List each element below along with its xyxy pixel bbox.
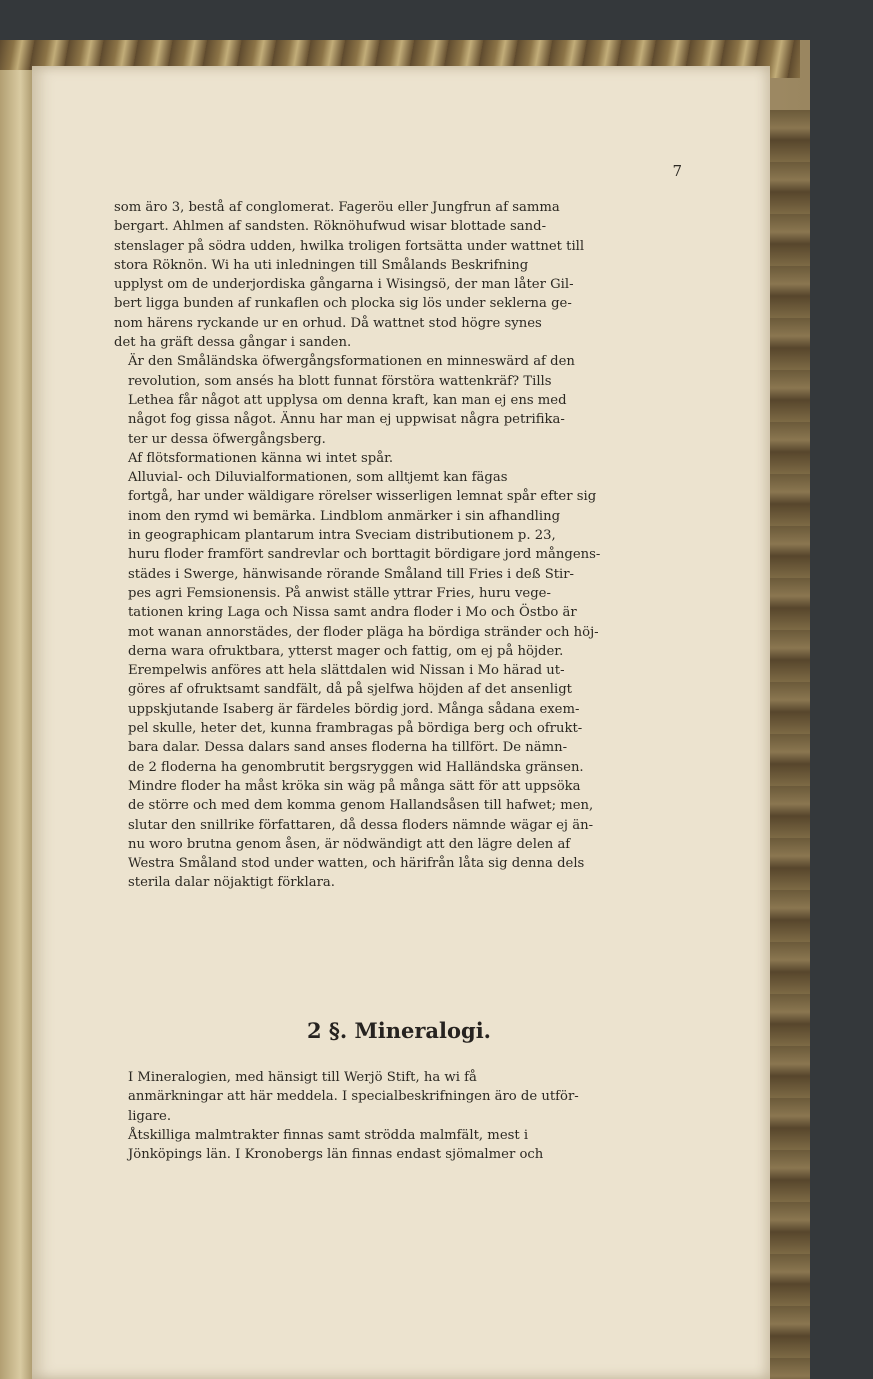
text-line: nu woro brutna genom åsen, är nödwändigt att den lägre delen af	[128, 836, 571, 852]
body-text	[114, 198, 684, 893]
text-line: Westra Småland stod under watten, och härifrån låta sig denna dels	[128, 856, 585, 872]
text-line: anmärkningar att här meddela. I specialbeskrifningen äro de utför-	[128, 1089, 579, 1105]
text-line: derna wara ofruktbara, ytterst mager och fattig, om ej på höjder.	[128, 643, 564, 659]
paragraph	[114, 1068, 684, 1126]
text-line: de större och med dem komma genom Hallandsåsen till hafwet; men,	[128, 798, 594, 814]
text-line: något fog gissa något. Ännu har man ej uppwisat några petrifika-	[128, 412, 565, 428]
paragraph	[114, 468, 684, 893]
text-line: I Mineralogien, med hänsigt till Werjö Stift, ha wi få	[128, 1070, 477, 1085]
text-line: in geographicam plantarum intra Sveciam distributionem p. 23,	[128, 528, 556, 544]
text-line: nom härens ryckande ur en orhud. Då wattnet stod högre synes	[114, 315, 542, 331]
text-line: stora Röknön. Wi ha uti inledningen till Smålands Beskrifning	[114, 257, 529, 273]
paragraph	[114, 352, 684, 448]
text-line: huru floder framfört sandrevlar och borttagit bördigare jord mångens-	[128, 547, 601, 563]
text-line: inom den rymd wi bemärka. Lindblom anmärker i sin afhandling	[128, 508, 561, 524]
text-line: fortgå, har under wäldigare rörelser wisserligen lemnat spår efter sig	[128, 489, 597, 505]
page-number: 7	[672, 162, 682, 180]
text-line: ligare.	[128, 1108, 172, 1124]
text-line: Är den Småländska öfwergångsformationen en minneswärd af den	[128, 354, 575, 370]
text-line: upplyst om de underjordiska gångarna i Wisingsö, der man låter Gil-	[114, 277, 574, 293]
text-line: bergart. Ahlmen af sandsten. Röknöhufwud wisar blottade sand-	[114, 219, 547, 235]
text-line: uppskjutande Isaberg är färdeles bördig jord. Många sådana exem-	[128, 701, 580, 717]
text-line: Jönköpings län. I Kronobergs län finnas endast sjömalmer och	[128, 1147, 544, 1163]
text-line: Lethea får något att upplysa om denna kraft, kan man ej ens med	[128, 392, 567, 408]
text-line: pes agri Femsionensis. På anwist ställe yttrar Fries, huru vege-	[128, 585, 551, 601]
text-line: mot wanan annorstädes, der floder pläga ha bördiga stränder och höj-	[128, 624, 599, 640]
text-line: Åtskilliga malmtrakter finnas samt strödda malmfält, mest i	[128, 1127, 529, 1143]
text-line: bara dalar. Dessa dalars sand anses floderna ha tillfört. De nämn-	[128, 740, 568, 756]
text-line: tationen kring Laga och Nissa samt andra floder i Mo och Östbo är	[128, 605, 577, 621]
text-line: som äro 3, bestå af conglomerat. Fageröu eller Jungfrun af samma	[114, 200, 560, 215]
text-line: pel skulle, heter det, kunna frambragas på bördiga berg och ofrukt-	[128, 721, 583, 737]
text-line: de 2 floderna ha genombrutit bergsryggen wid Halländska gränsen.	[128, 759, 584, 775]
text-line: Mindre floder ha måst kröka sin wäg på många sätt för att uppsöka	[128, 778, 581, 794]
text-line: städes i Swerge, hänwisande rörande Småland till Fries i deß Stir-	[128, 566, 575, 582]
text-line: Af flötsformationen känna wi intet spår.	[128, 450, 394, 466]
text-line: Erempelwis anföres att hela slättdalen wid Nissan i Mo härad ut-	[128, 663, 565, 679]
paragraph	[114, 1126, 684, 1165]
text-line: sterila dalar nöjaktigt förklara.	[128, 875, 335, 891]
text-line: revolution, som ansés ha blott funnat förstöra wattenkräf? Tills	[128, 373, 552, 389]
paragraph	[114, 449, 684, 468]
lower-text	[114, 1068, 684, 1164]
section-heading: 2 §. Mineralogi.	[306, 1018, 491, 1043]
text-line: slutar den snillrike författaren, då dessa floders nämnde wägar ej än-	[128, 817, 594, 833]
binding-gutter	[0, 70, 34, 1379]
book-spine	[766, 110, 810, 1379]
text-line: stenslager på södra udden, hwilka troligen fortsätta under wattnet till	[114, 238, 585, 254]
paragraph	[114, 198, 684, 352]
text-line: det ha gräft dessa gångar i sanden.	[114, 335, 352, 351]
text-line: ter ur dessa öfwergångsberg.	[128, 431, 326, 447]
text-line: bert ligga bunden af runkaflen och plocka sig lös under seklerna ge-	[114, 296, 572, 312]
text-line: göres af ofruktsamt sandfält, då på sjelfwa höjden af det ansenligt	[128, 682, 572, 698]
text-line: Alluvial- och Diluvialformationen, som alltjemt kan fägas	[128, 470, 508, 486]
